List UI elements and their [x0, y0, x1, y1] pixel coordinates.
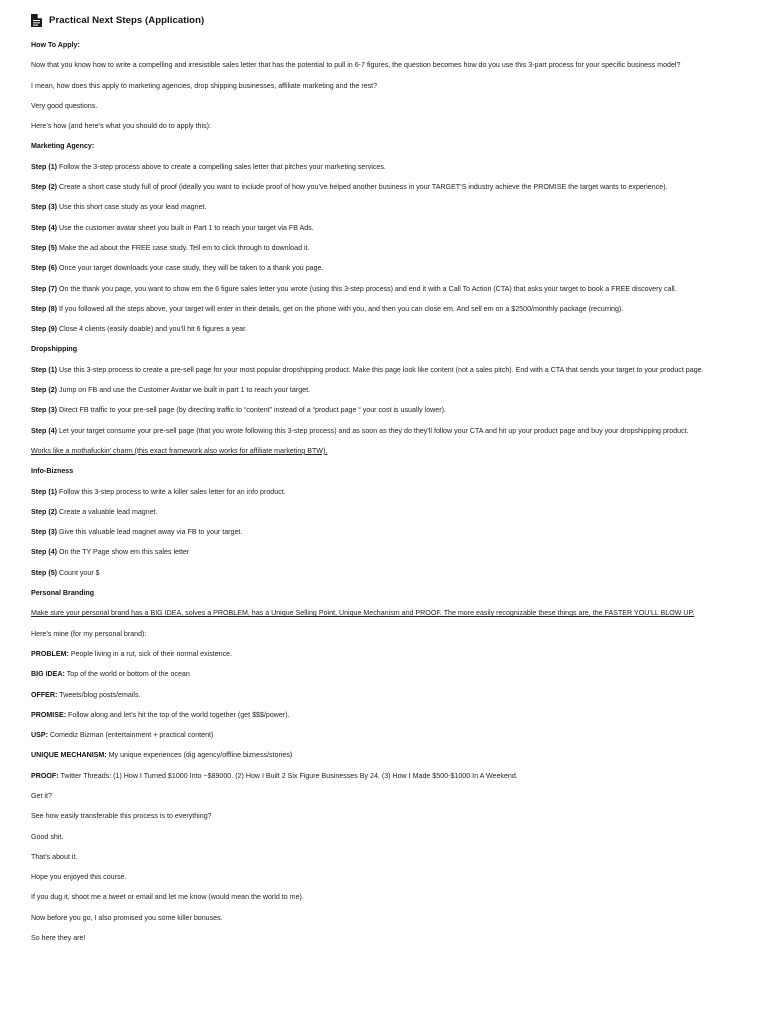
- labeled-paragraph: [31, 487, 743, 499]
- paragraph-label: Step (4): [31, 223, 58, 232]
- paragraph-text: My unique experiences (dig agency/offline bizness/stories): [106, 751, 293, 760]
- page-title: Practical Next Steps (Application): [49, 15, 205, 26]
- paragraph: [31, 892, 743, 904]
- labeled-paragraph: [31, 507, 743, 519]
- labeled-paragraph: [31, 730, 743, 742]
- paragraph-label: Step (9): [31, 325, 58, 334]
- paragraph-text: See how easily transferable this process is to everything?: [31, 812, 212, 821]
- paragraph: [31, 872, 743, 884]
- paragraph-text: Use the customer avatar sheet you built in Part 1 to reach your target via FB Ads.: [57, 223, 314, 232]
- labeled-paragraph: [31, 527, 743, 539]
- labeled-paragraph: [31, 284, 743, 296]
- labeled-paragraph: [31, 162, 743, 174]
- paragraph-text: Good shit.: [31, 832, 64, 841]
- paragraph-label: Step (4): [31, 426, 58, 435]
- paragraph-label: PROOF:: [31, 771, 59, 780]
- paragraph-label: Step (5): [31, 568, 58, 577]
- document-icon: [31, 14, 42, 27]
- section-header: [31, 14, 204, 27]
- paragraph-text: Very good questions.: [31, 101, 98, 110]
- paragraph-text: Let your target consume your pre-sell page (that you wrote following this 3-step process) and as soon as they do they’ll follow your CTA and hit up your product page and buy your dropshipping product.: [57, 426, 689, 435]
- paragraph: [31, 629, 743, 641]
- labeled-paragraph: [31, 304, 743, 316]
- paragraph-text: Tweets/blog posts/emails.: [57, 690, 141, 699]
- paragraph-text: Direct FB traffic to your pre-sell page (by directing traffic to “content” instead of a “product page “ your cost is usually lower).: [57, 406, 446, 415]
- paragraph-label: Step (3): [31, 528, 58, 537]
- paragraph-text: I mean, how does this apply to marketing agencies, drop shipping businesses, affiliate marketing and the rest?: [31, 81, 378, 90]
- paragraph-label: Step (3): [31, 203, 58, 212]
- labeled-paragraph: [31, 405, 743, 417]
- paragraph-text: If you dug it, shoot me a tweet or email and let me know (would mean the world to me).: [31, 893, 304, 902]
- paragraph: [31, 852, 743, 864]
- labeled-paragraph: [31, 710, 743, 722]
- paragraph-label: UNIQUE MECHANISM:: [31, 751, 107, 760]
- paragraph-text: Get it?: [31, 791, 52, 800]
- paragraph: [31, 832, 743, 844]
- paragraph-label: Step (7): [31, 284, 58, 293]
- labeled-paragraph: [31, 568, 743, 580]
- paragraph-text: Twitter Threads: (1) How I Turned $1000 Into ~$89000. (2) How I Built 2 Six Figure Businesses By 24. (3) How I Made $500-$1000 In A Weekend.: [58, 771, 518, 780]
- paragraph-label: Step (1): [31, 365, 58, 374]
- paragraph-text: Now before you go, I also promised you some killer bonuses.: [31, 913, 223, 922]
- paragraph-text: Count your $: [57, 568, 100, 577]
- paragraph-text: That’s about it.: [31, 852, 78, 861]
- paragraph-text: People living in a rut, sick of their normal existence.: [68, 649, 233, 658]
- paragraph-text: On the TY Page show em this sales letter: [57, 548, 190, 557]
- labeled-paragraph: [31, 426, 743, 438]
- paragraph-text: Follow along and let’s hit the top of the world together (get $$$/power).: [66, 710, 290, 719]
- paragraph-label: Step (6): [31, 264, 58, 273]
- paragraph-text: Give this valuable lead magnet away via FB to your target.: [57, 528, 243, 537]
- paragraph-text: Follow the 3-step process above to create a compelling sales letter that pitches your marketing services.: [57, 162, 386, 171]
- paragraph-label: USP:: [31, 731, 48, 740]
- paragraph-text: Here’s mine (for my personal brand):: [31, 629, 147, 638]
- labeled-paragraph: [31, 649, 743, 661]
- paragraph-text: Here’s how (and here’s what you should do to apply this):: [31, 122, 211, 131]
- paragraph-text: Jump on FB and use the Customer Avatar we built in part 1 to reach your target.: [57, 386, 311, 395]
- paragraph-text: Comediz Bizman (entertainment + practical content): [47, 731, 214, 740]
- labeled-paragraph: [31, 223, 743, 235]
- underlined-paragraph: Works like a mothafuckin’ charm (this exact framework also works for affiliate marketing BTW).: [31, 446, 328, 455]
- labeled-paragraph: [31, 243, 743, 255]
- paragraph-text: Create a valuable lead magnet.: [57, 507, 158, 516]
- labeled-paragraph: [31, 202, 743, 214]
- underlined-paragraph: Make sure your personal brand has a BIG IDEA, solves a PROBLEM, has a Unique Selling Point, Unique Mechanism and PROOF. The more easily recognizable these things are, the FASTER YOU’LL BLOW UP.: [31, 609, 695, 618]
- paragraph: [31, 121, 743, 133]
- labeled-paragraph: [31, 547, 743, 559]
- paragraph-label: Step (1): [31, 487, 58, 496]
- paragraph-label: Step (5): [31, 243, 58, 252]
- labeled-paragraph: [31, 365, 743, 377]
- paragraph-text: Follow this 3-step process to write a killer sales letter for an info product.: [57, 487, 286, 496]
- labeled-paragraph: [31, 263, 743, 275]
- paragraph-label: Step (8): [31, 304, 58, 313]
- paragraph-label: Step (2): [31, 507, 58, 516]
- paragraph-label: PROBLEM:: [31, 649, 69, 658]
- paragraph-text: Make the ad about the FREE case study. Tell em to click through to download it.: [57, 243, 310, 252]
- paragraph-label: BIG IDEA:: [31, 670, 65, 679]
- paragraph-text: Now that you know how to write a compelling and irresistible sales letter that has the potential to pull in 6-7 figures, the question becomes how do you use this 3-part process for your specific business model?: [31, 61, 681, 70]
- paragraph: [31, 81, 743, 93]
- paragraph: [31, 811, 743, 823]
- paragraph-text: Use this 3-step process to create a pre-sell page for your most popular dropshipping product. Make this page look like content (not a sales pitch). End with a CTA that sends your target to your product page.: [57, 365, 704, 374]
- paragraph: [31, 60, 743, 72]
- paragraph-label: Step (1): [31, 162, 58, 171]
- paragraph-label: Step (4): [31, 548, 58, 557]
- labeled-paragraph: [31, 182, 743, 194]
- paragraph-text: Create a short case study full of proof (ideally you want to include proof of how you’ve helped another business in your TARGET’S industry achieve the PROMISE the target wants to experience).: [57, 183, 668, 192]
- labeled-paragraph: [31, 324, 743, 336]
- paragraph: [31, 101, 743, 113]
- section-heading: Dropshipping: [31, 345, 78, 354]
- paragraph-text: Use this short case study as your lead magnet.: [57, 203, 207, 212]
- paragraph: [31, 933, 743, 945]
- paragraph-label: Step (2): [31, 183, 58, 192]
- paragraph-label: OFFER:: [31, 690, 58, 699]
- section-heading: Personal Branding: [31, 589, 95, 598]
- labeled-paragraph: [31, 690, 743, 702]
- section-heading: How To Apply:: [31, 41, 80, 49]
- paragraph-label: Step (3): [31, 406, 58, 415]
- paragraph: [31, 791, 743, 803]
- paragraph: [31, 913, 743, 925]
- section-heading: Info-Bizness: [31, 467, 74, 476]
- labeled-paragraph: [31, 750, 743, 762]
- paragraph-text: Once your target downloads your case study, they will be taken to a thank you page.: [57, 264, 324, 273]
- labeled-paragraph: [31, 771, 743, 783]
- section-heading: Marketing Agency:: [31, 142, 95, 151]
- paragraph-text: So here they are!: [31, 934, 86, 943]
- paragraph-text: On the thank you page, you want to show em the 6 figure sales letter you wrote (using this 3-step process) and end it with a Call To Action (CTA) that asks your target to book a FREE discovery call.: [57, 284, 677, 293]
- paragraph-text: Top of the world or bottom of the ocean: [64, 670, 190, 679]
- paragraph-label: Step (2): [31, 386, 58, 395]
- paragraph-text: Close 4 clients (easily doable) and you’ll hit 6 figures a year.: [57, 325, 248, 334]
- paragraph-label: PROMISE:: [31, 710, 67, 719]
- labeled-paragraph: [31, 669, 743, 681]
- paragraph-text: If you followed all the steps above, your target will enter in their details, get on the phone with you, and then you can close em. And sell em on a $2500/monthly package (recurring).: [57, 304, 624, 313]
- labeled-paragraph: [31, 385, 743, 397]
- document-body: [31, 40, 743, 953]
- paragraph-text: Hope you enjoyed this course.: [31, 873, 127, 882]
